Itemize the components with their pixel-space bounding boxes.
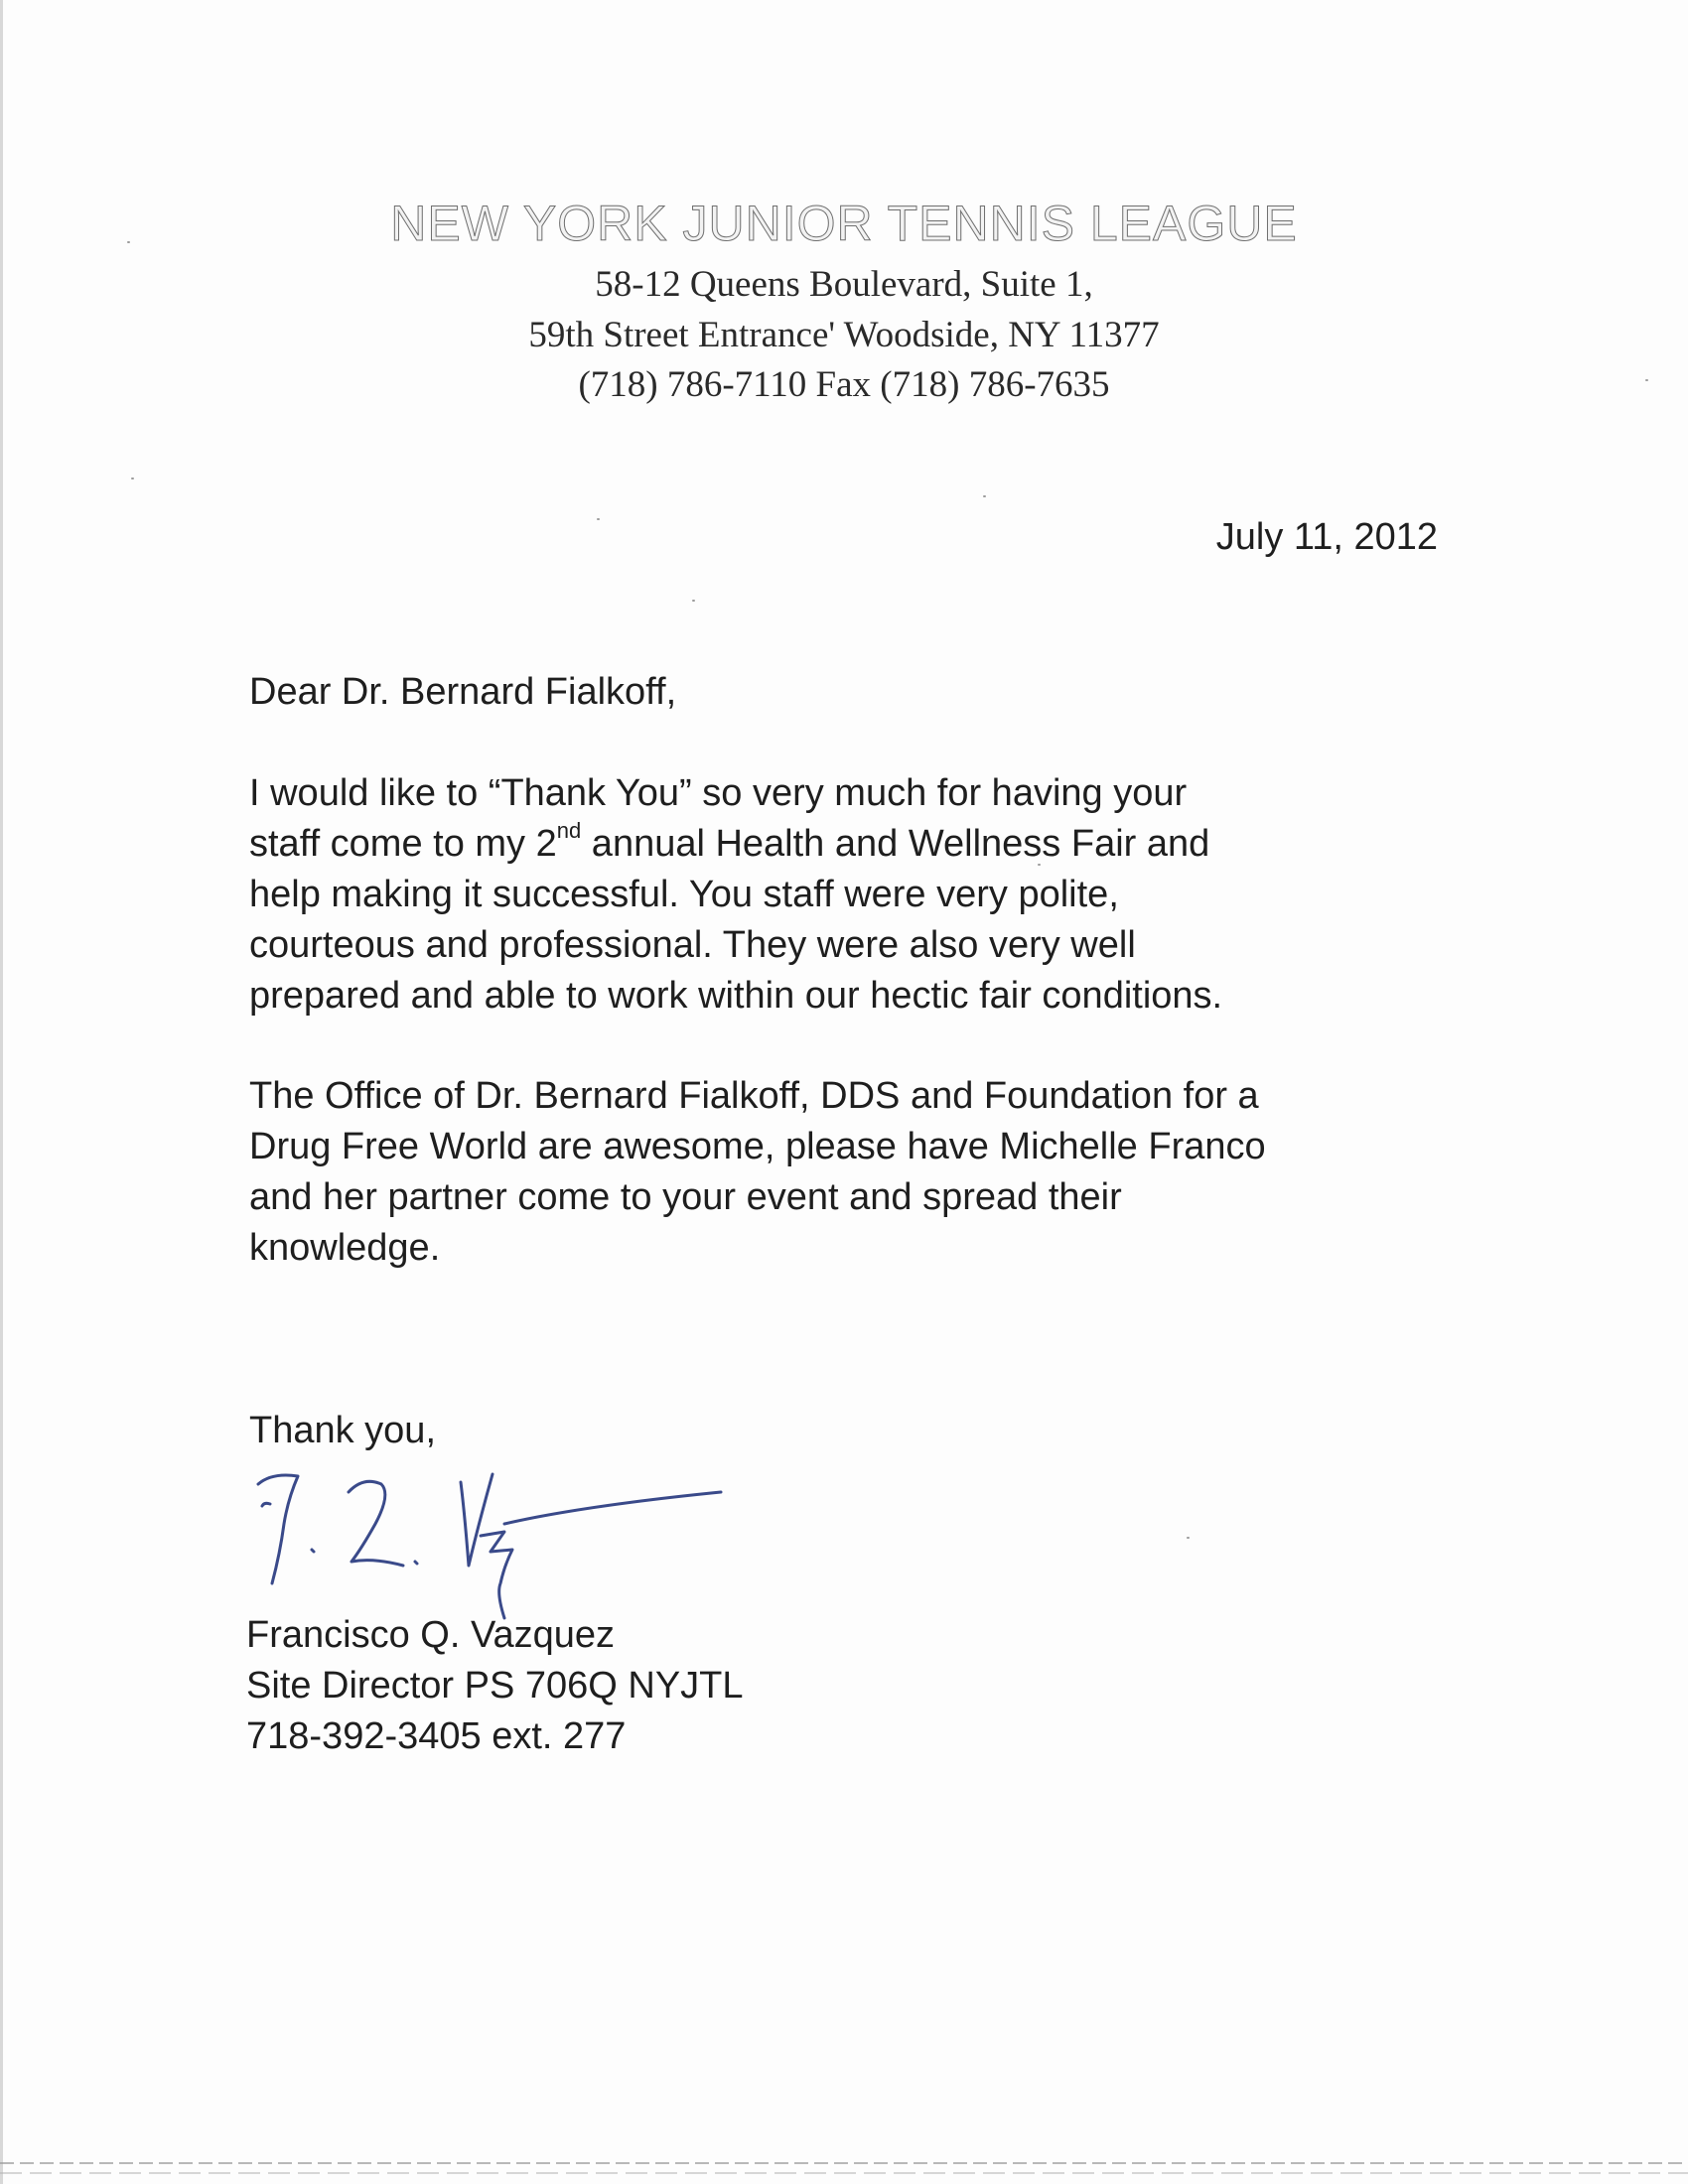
- paragraph-2-line-4: knowledge.: [249, 1227, 441, 1269]
- scan-speck: [1187, 1537, 1190, 1539]
- paragraph-1-line-4: courteous and professional. They were also very well: [249, 924, 1136, 966]
- letter-date: July 11, 2012: [1215, 516, 1438, 558]
- paragraph-1-line-2-pre: staff come to my 2: [249, 823, 557, 865]
- paragraph-2-line-2: Drug Free World are awesome, please have Michelle Franco: [249, 1126, 1266, 1167]
- scan-speck: [597, 518, 600, 520]
- signature-stroke: [258, 1475, 298, 1583]
- signature-stroke: [415, 1562, 417, 1564]
- paragraph-1-line-2-post: annual Health and Wellness Fair and: [581, 823, 1210, 865]
- signature-block: [246, 1610, 744, 1762]
- scan-speck: [131, 478, 134, 479]
- paragraph-2-line-3: and her partner come to your event and spread their: [249, 1176, 1122, 1218]
- signer-name: Francisco Q. Vazquez: [246, 1614, 616, 1656]
- scan-speck: [692, 600, 695, 602]
- salutation: Dear Dr. Bernard Fialkoff,: [249, 671, 677, 713]
- paragraph-2-line-1: The Office of Dr. Bernard Fialkoff, DDS and Foundation for a: [249, 1075, 1259, 1117]
- signature-stroke: [504, 1492, 721, 1524]
- scan-speck: [983, 495, 986, 497]
- scan-edge-bottom: [0, 2162, 1688, 2164]
- scan-edge-bottom-secondary: [0, 2172, 1688, 2174]
- handwritten-signature: [244, 1454, 731, 1623]
- letterhead-organization: NEW YORK JUNIOR TENNIS LEAGUE: [390, 196, 1298, 251]
- ordinal-suffix: nd: [556, 818, 582, 843]
- paragraph-1-line-3: help making it successful. You staff were very polite,: [249, 874, 1119, 915]
- signature-stroke: [312, 1550, 314, 1552]
- paragraph-1: [249, 768, 1471, 1022]
- signer-phone: 718-392-3405 ext. 277: [246, 1715, 627, 1757]
- signature-stroke: [349, 1481, 403, 1566]
- signature-stroke: [262, 1503, 270, 1506]
- paragraph-2: [249, 1071, 1471, 1274]
- letterhead-phone-fax: (718) 786-7110 Fax (718) 786-7635: [578, 364, 1110, 405]
- signature-stroke: [461, 1474, 492, 1566]
- letterhead-address-line-1: 58-12 Queens Boulevard, Suite 1,: [595, 264, 1093, 305]
- closing: Thank you,: [249, 1410, 436, 1451]
- paragraph-1-line-2: [249, 819, 1471, 870]
- paragraph-1-line-1: I would like to “Thank You” so very much for having your: [249, 772, 1188, 814]
- signature-stroke: [481, 1532, 512, 1618]
- paragraph-1-line-5: prepared and able to work within our hectic fair conditions.: [249, 975, 1223, 1017]
- letterhead-address-line-2: 59th Street Entrance' Woodside, NY 11377: [528, 315, 1160, 355]
- signer-title: Site Director PS 706Q NYJTL: [246, 1665, 744, 1706]
